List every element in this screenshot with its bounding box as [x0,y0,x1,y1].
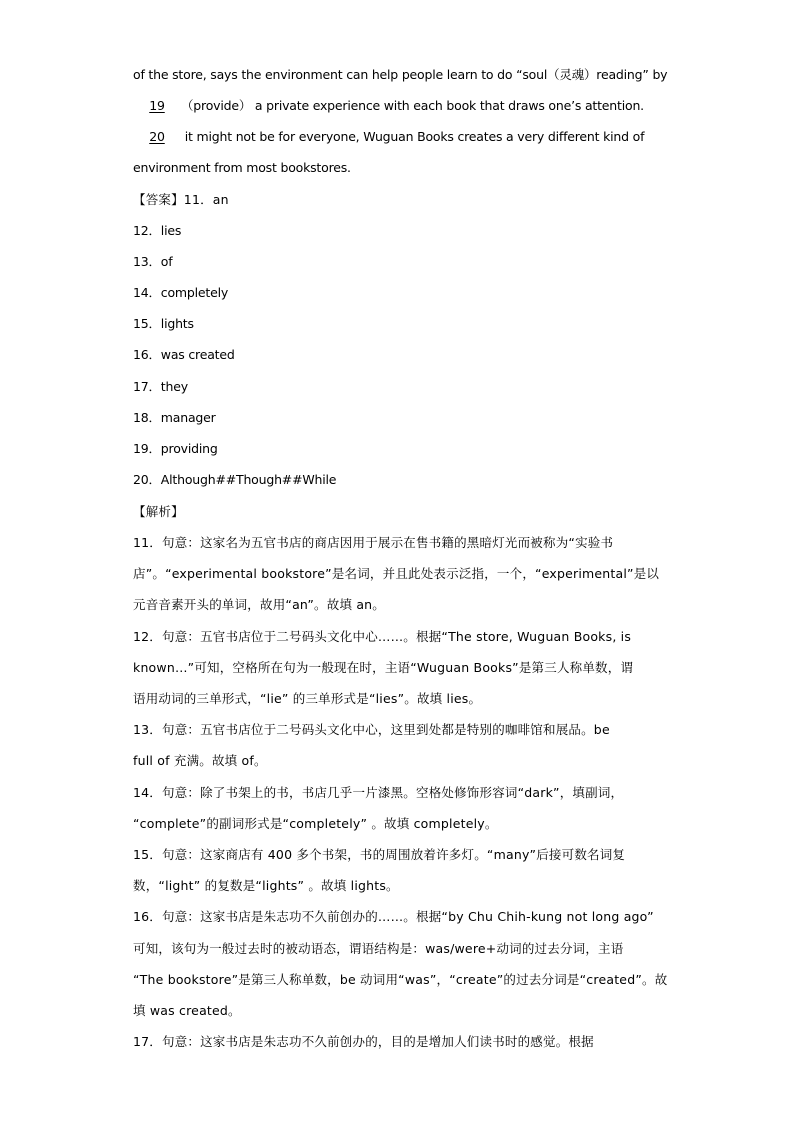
answer-item: 19．providing [133,441,218,456]
blank-20: 20 [149,129,165,144]
analysis-line: 17．句意：这家书店是朱志功不久前创办的，目的是增加人们读书时的感觉。根据 [133,1034,594,1049]
analysis-line: 店”。“experimental bookstore”是名词，并且此处表示泛指，一个，“experimental”是以 [133,566,660,581]
answer-item: 14．completely [133,285,229,300]
analysis-line: 语用动词的三单形式，“lie” 的三单形式是“lies”。故填 lies。 [133,691,482,706]
analysis-line: 16．句意：这家书店是朱志功不久前创办的……。根据“by Chu Chih-kung not long ago” [133,909,654,924]
analysis-line: “The bookstore”是第三人称单数，be 动词用“was”，“create”的过去分词是“created”。故 [133,972,668,987]
answer-item: 12．lies [133,223,182,238]
analysis-line: 14．句意：除了书架上的书，书店几乎一片漆黑。空格处修饰形容词“dark”，填副词， [133,785,624,800]
answer-item: 18．manager [133,410,216,425]
analysis-line: 可知，该句为一般过去时的被动语态，谓语结构是：was/were+动词的过去分词，主语 [133,941,624,956]
analysis-line: 11．句意：这家名为五官书店的商店因用于展示在售书籍的黑暗灯光而被称为“实验书 [133,535,614,550]
passage-line: of the store, says the environment can help people learn to do “soul（灵魂）reading” by [133,67,668,82]
passage-line-20 [133,127,644,147]
passage-line-19 [133,96,644,116]
passage-line: environment from most bookstores. [133,160,351,175]
answer-heading: 【答案】11．an [133,192,229,207]
analysis-line: “complete”的副词形式是“completely” 。故填 completely。 [133,816,498,831]
answer-item: 15．lights [133,316,194,331]
analysis-line: 12．句意：五官书店位于二号码头文化中心……。根据“The store, Wuguan Books, is [133,629,632,644]
answer-item: 16．was created [133,347,235,362]
answer-item: 13．of [133,254,173,269]
analysis-line: 15．句意：这家商店有 400 多个书架，书的周围放着许多灯。“many”后接可数名词复 [133,847,626,862]
analysis-line: 数，“light” 的复数是“lights” 。故填 lights。 [133,878,399,893]
analysis-line: 填 was created。 [133,1003,241,1018]
analysis-heading: 【解析】 [133,504,184,519]
answer-item: 17．they [133,379,188,394]
analysis-line: 元音音素开头的单词，故用“an”。故填 an。 [133,597,386,612]
blank-19: 19 [149,98,165,113]
analysis-line: known…”可知，空格所在句为一般现在时，主语“Wuguan Books”是第三人称单数，谓 [133,660,634,675]
answer-item: 20．Although##Though##While [133,472,337,487]
passage-line-text: it might not be for everyone, Wuguan Books creates a very different kind of [181,129,645,144]
analysis-line: full of 充满。故填 of。 [133,753,267,768]
passage-line-text: （provide） a private experience with each book that draws one’s attention. [181,98,644,113]
analysis-line: 13．句意：五官书店位于二号码头文化中心，这里到处都是特别的咖啡馆和展品。be [133,722,610,737]
